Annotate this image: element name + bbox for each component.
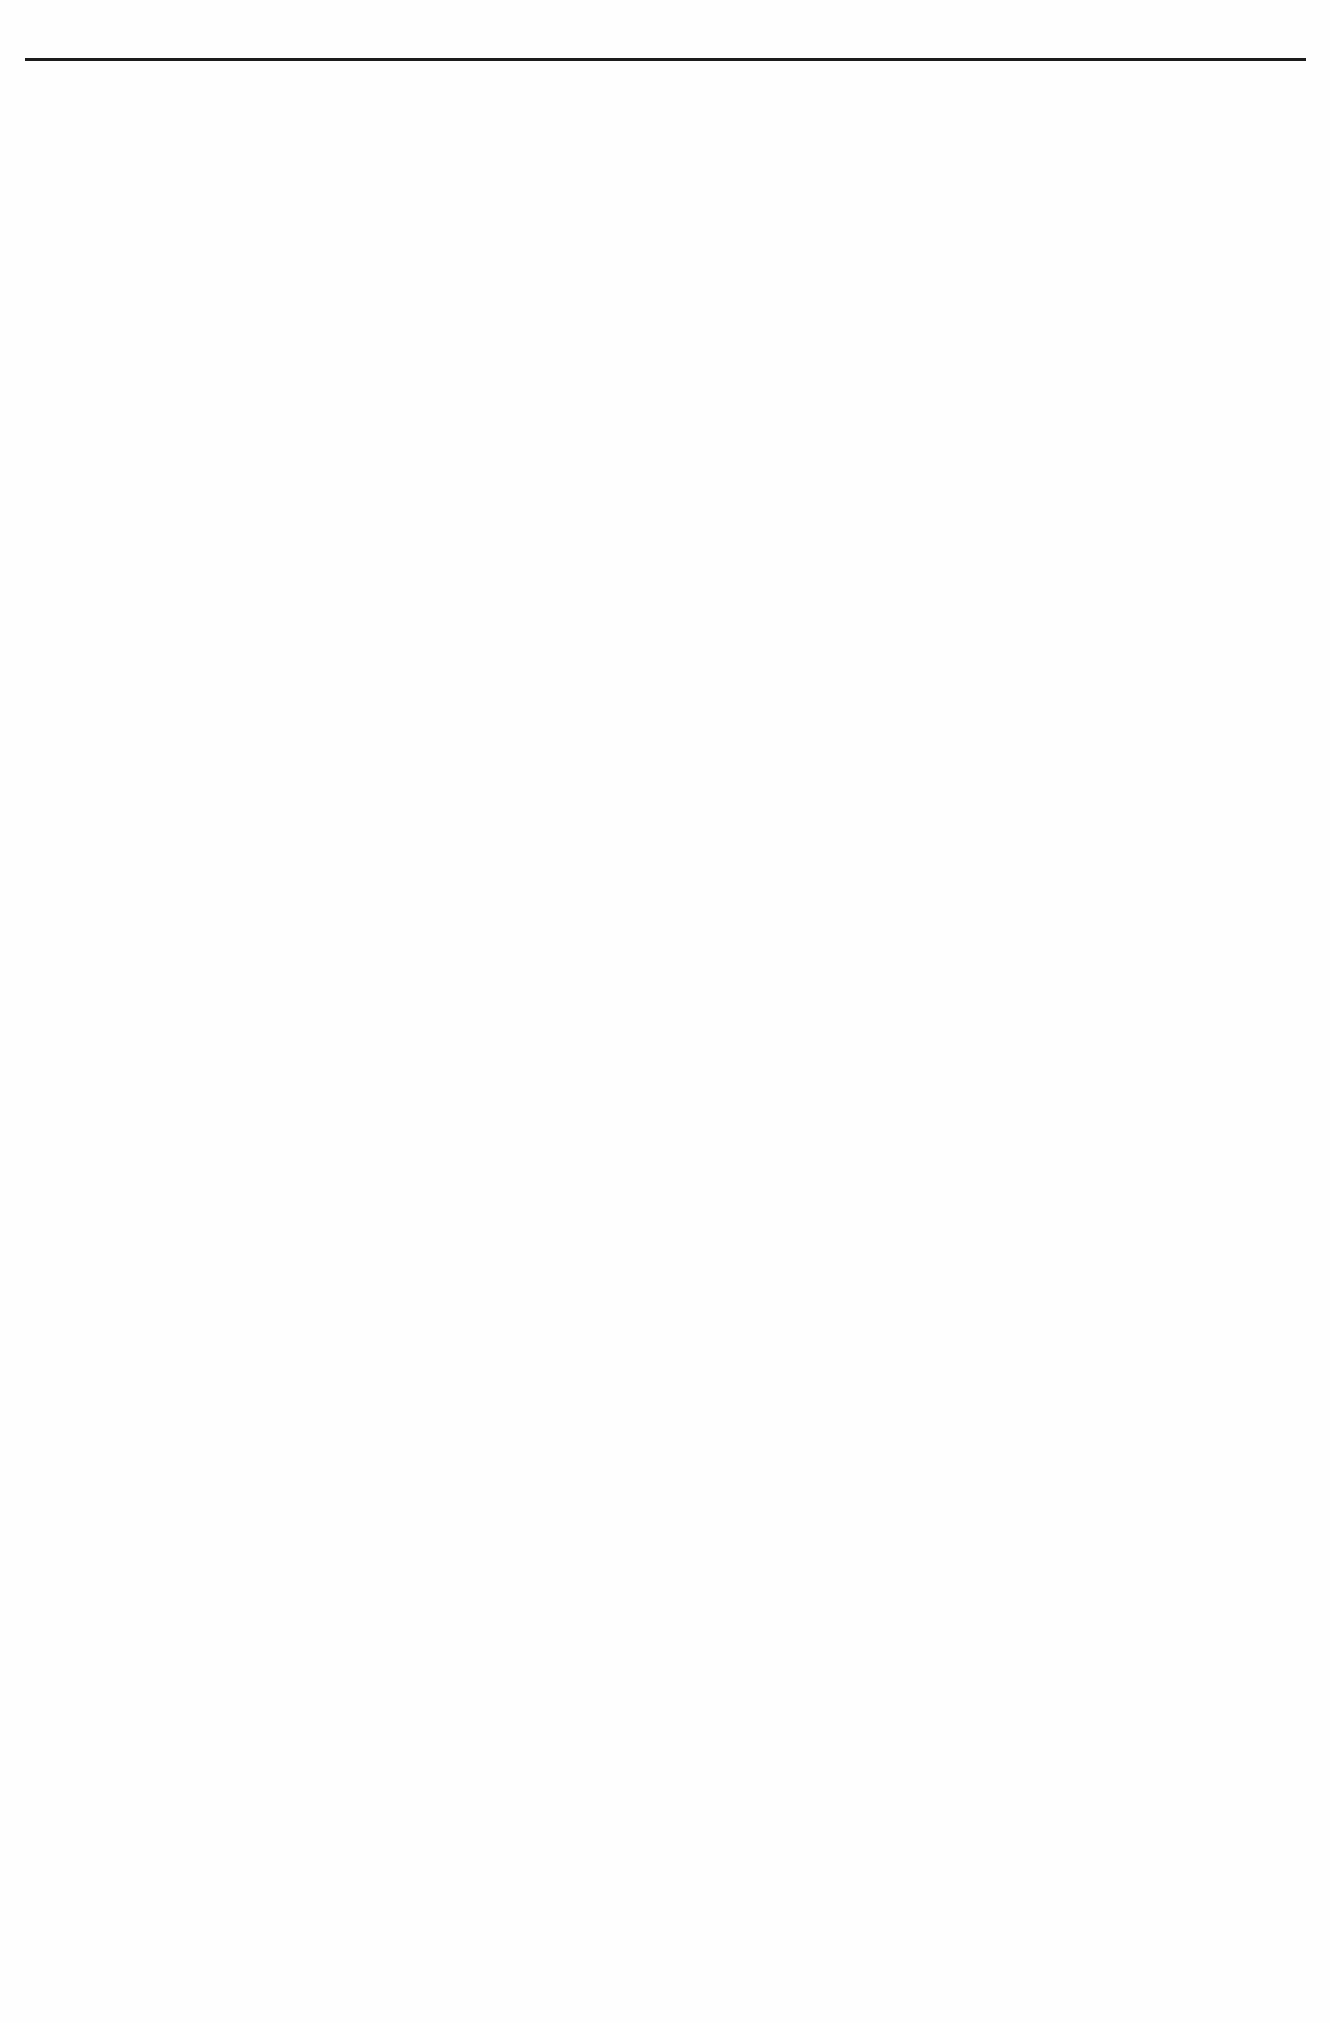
section-heading: [25, 893, 631, 926]
header-rule: [25, 58, 1306, 61]
sem-micrograph: [723, 85, 1276, 590]
xrd-chart: [28, 318, 604, 744]
